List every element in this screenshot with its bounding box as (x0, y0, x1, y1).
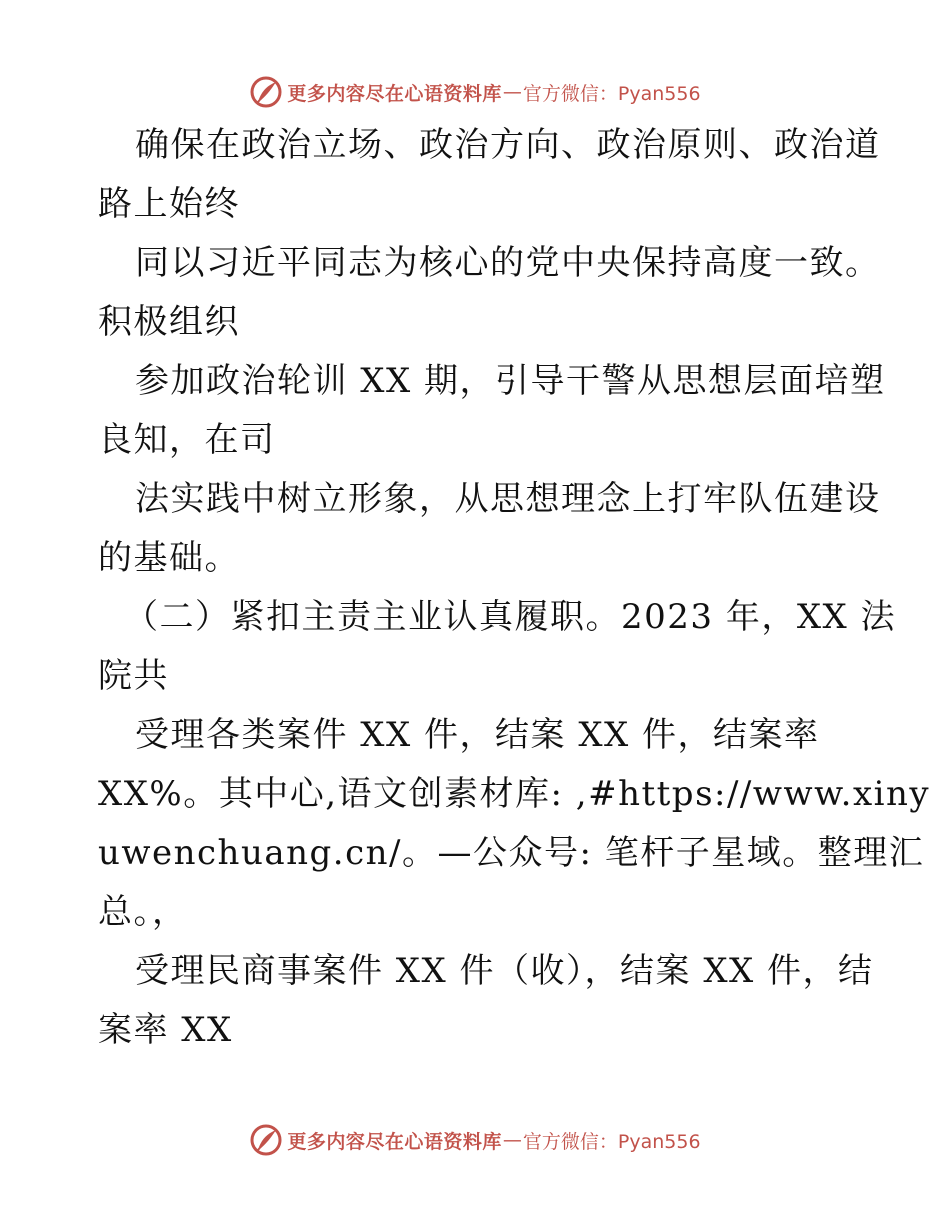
watermark-site-text: 更多内容尽在心语资料库 (287, 1130, 502, 1153)
body-line: 同以习近平同志为核心的党中央保持高度一致。 (135, 243, 881, 283)
body-line: 积极组织 (98, 302, 240, 342)
body-line: 良知，在司 (98, 420, 276, 460)
body-line: uwenchuang.cn/。—公众号: 笔杆子星域。整理汇 (98, 833, 925, 873)
body-line: 法实践中树立形象，从思想理念上打牢队伍建设 (135, 479, 881, 519)
document-body (98, 116, 931, 1060)
body-line: 受理各类案件 XX 件，结案 XX 件，结案率 (135, 715, 820, 755)
quill-logo-icon (249, 75, 283, 109)
body-line: XX%。其中心,语文创素材库: ,#https://www.xiny (98, 774, 931, 814)
quill-logo-icon (249, 1123, 283, 1157)
watermark-site-text: 更多内容尽在心语资料库 (287, 82, 502, 105)
body-line: 案率 XX (98, 1010, 233, 1050)
body-line: 受理民商事案件 XX 件（收），结案 XX 件，结 (135, 951, 874, 991)
body-line: 参加政治轮训 XX 期，引导干警从思想层面培塑 (135, 361, 886, 401)
section-heading-line: （二）紧扣主责主业认真履职。2023 年，XX 法 (124, 597, 897, 637)
watermark-contact-text: 官方微信：Pyan556 (522, 1130, 701, 1153)
body-line: 院共 (98, 656, 169, 696)
watermark-dash: — (502, 1129, 522, 1151)
body-line: 总。， (98, 892, 188, 932)
watermark-contact-text: 官方微信：Pyan556 (522, 82, 701, 105)
body-line: 确保在政治立场、政治方向、政治原则、政治道 (135, 125, 881, 165)
watermark-dash: — (502, 81, 522, 103)
watermark-header (0, 72, 950, 112)
watermark-footer (0, 1120, 950, 1160)
body-line: 的基础。 (98, 538, 240, 578)
body-line: 路上始终 (98, 184, 240, 224)
